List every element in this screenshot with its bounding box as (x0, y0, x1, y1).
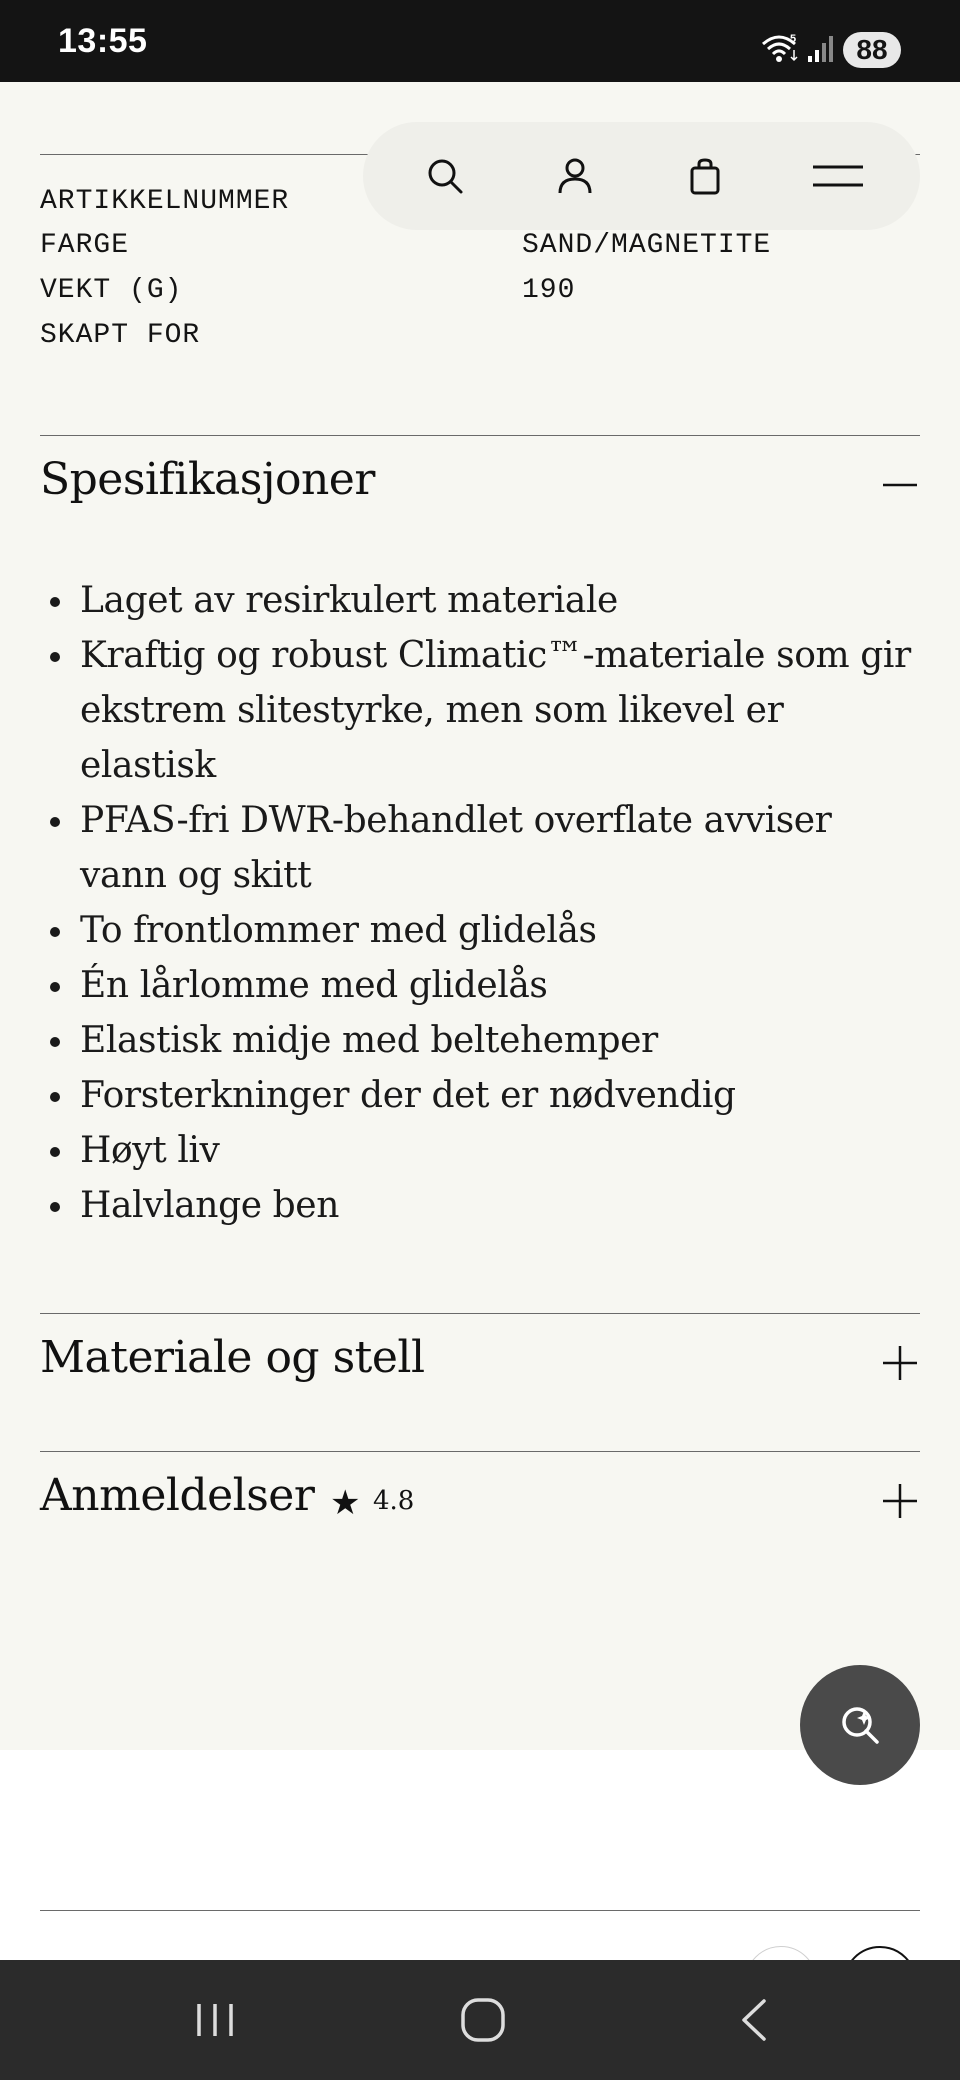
star-icon: ★ (330, 1483, 361, 1523)
divider (40, 1451, 920, 1452)
detail-key-made-for: SKAPT FOR (40, 320, 201, 351)
bag-button[interactable] (675, 146, 735, 206)
accordion-title-reviews: Anmeldelser (40, 1470, 315, 1521)
visual-search-button[interactable] (800, 1665, 920, 1785)
account-icon (555, 156, 595, 196)
list-item: To frontlommer med glidelås (40, 903, 920, 958)
status-bar (0, 0, 960, 82)
list-item: Én lårlomme med glidelås (40, 958, 920, 1013)
visual-search-icon (836, 1701, 884, 1749)
menu-icon (811, 156, 865, 196)
account-button[interactable] (545, 146, 605, 206)
menu-button[interactable] (803, 146, 873, 206)
list-item: PFAS-fri DWR-behandlet overflate avviser vann og skitt (40, 793, 920, 903)
home-button[interactable] (453, 1990, 513, 2050)
search-button[interactable] (415, 146, 475, 206)
list-item: Forsterkninger der det er nødvendig (40, 1068, 920, 1123)
list-item: Høyt liv (40, 1123, 920, 1178)
list-item: Elastisk midje med beltehemper (40, 1013, 920, 1068)
search-icon (425, 156, 465, 196)
divider (40, 435, 920, 436)
minus-icon (882, 467, 918, 503)
wifi-icon (760, 30, 802, 66)
battery-icon: 88 (843, 32, 901, 68)
signal-icon (806, 34, 836, 64)
rating-value: 4.8 (373, 1486, 415, 1516)
detail-value-weight: 190 (522, 275, 576, 306)
accordion-title-material: Materiale og stell (40, 1332, 425, 1383)
divider (40, 1910, 920, 1911)
lower-section (0, 1750, 960, 1960)
detail-value-color: SAND/MAGNETITE (522, 230, 772, 261)
recent-apps-button[interactable] (185, 1990, 245, 2050)
detail-key-color: FARGE (40, 230, 130, 261)
back-button[interactable] (724, 1990, 784, 2050)
bag-icon (685, 156, 725, 196)
detail-key-weight: VEKT (G) (40, 275, 183, 306)
svg-text:5: 5 (790, 33, 797, 45)
status-time: 13:55 (58, 22, 148, 60)
header-nav (363, 122, 920, 230)
plus-icon (882, 1483, 918, 1519)
specifications-list (40, 573, 920, 1233)
back-icon (736, 1997, 772, 2043)
list-item: Laget av resirkulert materiale (40, 573, 920, 628)
accordion-specifications[interactable] (40, 440, 920, 530)
detail-key-article-number: ARTIKKELNUMMER (40, 186, 290, 217)
accordion-title-specifications: Spesifikasjoner (40, 454, 375, 505)
recent-apps-icon (193, 2000, 237, 2040)
accordion-material[interactable] (40, 1318, 920, 1408)
list-item: Kraftig og robust Climatic™-materiale som gir ekstrem slitestyrke, men som likevel er elastisk (40, 628, 920, 793)
divider (40, 1313, 920, 1314)
plus-icon (882, 1345, 918, 1381)
list-item: Halvlange ben (40, 1178, 920, 1233)
accordion-reviews[interactable] (40, 1456, 920, 1546)
home-icon (460, 1997, 506, 2043)
android-navigation-bar (0, 1960, 960, 2080)
